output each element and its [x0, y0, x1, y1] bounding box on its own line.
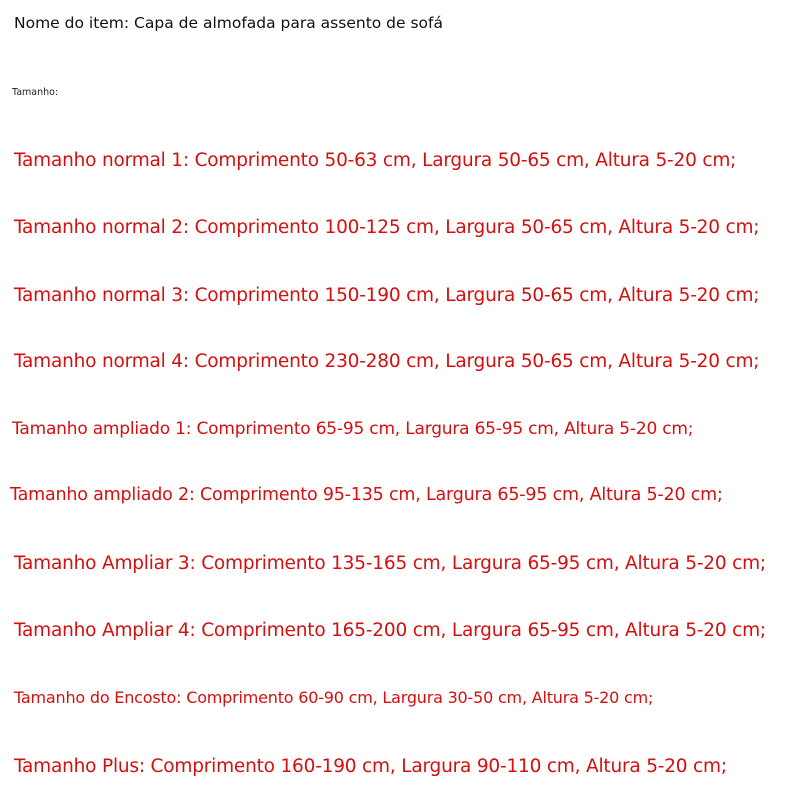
size-line-ampliado-1: Tamanho ampliado 1: Comprimento 65-95 cm, Largura 65-95 cm, Altura 5-20 cm; — [12, 419, 694, 439]
size-label: Tamanho: — [12, 87, 59, 98]
size-line-normal-1: Tamanho normal 1: Comprimento 50-63 cm, Largura 50-65 cm, Altura 5-20 cm; — [14, 150, 737, 171]
size-line-normal-2: Tamanho normal 2: Comprimento 100-125 cm, Largura 50-65 cm, Altura 5-20 cm; — [14, 217, 760, 238]
size-line-ampliar-3: Tamanho Ampliar 3: Comprimento 135-165 cm, Largura 65-95 cm, Altura 5-20 cm; — [14, 553, 766, 574]
size-line-ampliar-4: Tamanho Ampliar 4: Comprimento 165-200 cm, Largura 65-95 cm, Altura 5-20 cm; — [14, 620, 766, 641]
size-line-plus: Tamanho Plus: Comprimento 160-190 cm, Largura 90-110 cm, Altura 5-20 cm; — [14, 756, 727, 777]
item-name: Nome do item: Capa de almofada para assento de sofá — [14, 14, 443, 32]
size-line-ampliado-2: Tamanho ampliado 2: Comprimento 95-135 cm, Largura 65-95 cm, Altura 5-20 cm; — [10, 485, 723, 505]
size-line-normal-3: Tamanho normal 3: Comprimento 150-190 cm, Largura 50-65 cm, Altura 5-20 cm; — [14, 285, 760, 306]
size-line-encosto: Tamanho do Encosto: Comprimento 60-90 cm, Largura 30-50 cm, Altura 5-20 cm; — [14, 688, 654, 707]
size-line-normal-4: Tamanho normal 4: Comprimento 230-280 cm, Largura 50-65 cm, Altura 5-20 cm; — [14, 351, 760, 372]
